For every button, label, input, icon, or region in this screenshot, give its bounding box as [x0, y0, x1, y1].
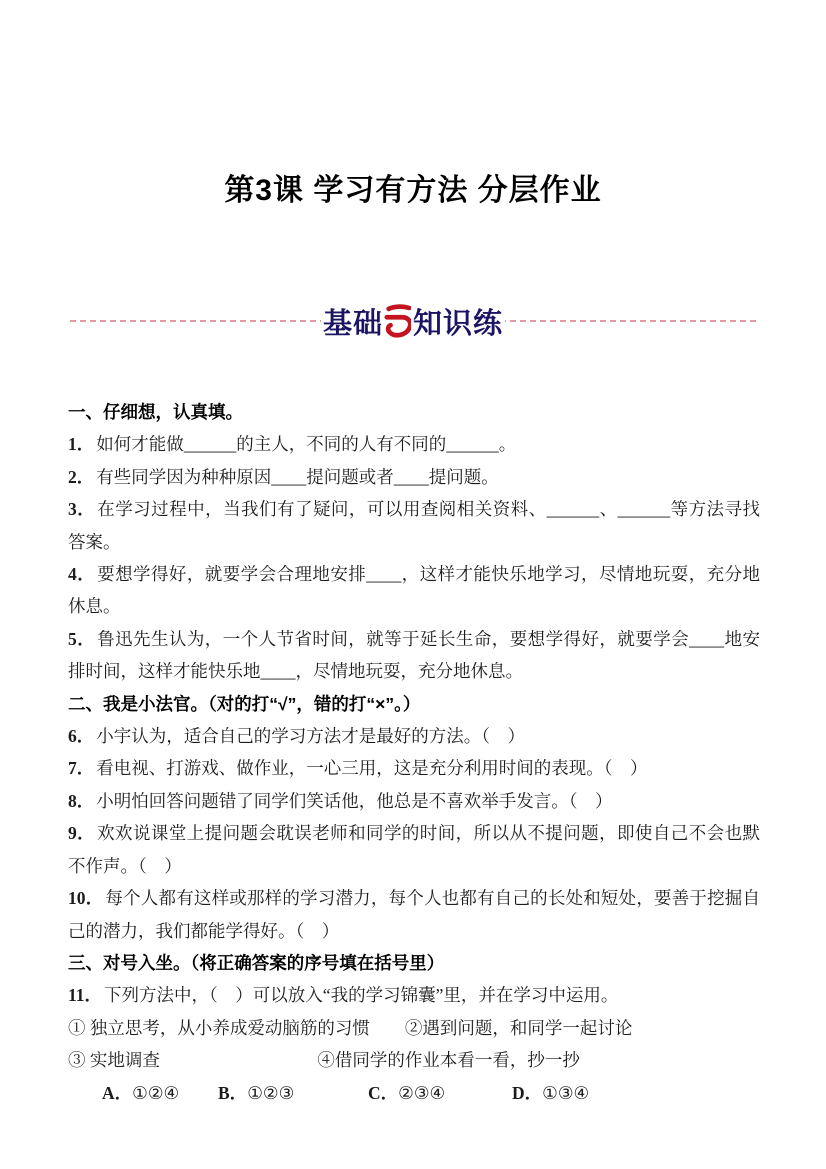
choice-c-letter: C．: [368, 1082, 399, 1103]
question-3: [68, 493, 760, 558]
question-6: [68, 720, 760, 752]
question-11-options-line-2: ③ 实地调查 ④借同学的作业本看一看，抄一抄: [68, 1050, 580, 1071]
question-1-text: 如何才能做______的主人，不同的人有不同的______。: [96, 434, 517, 455]
question-4-number: 4．: [68, 564, 96, 585]
question-5: [68, 623, 760, 688]
question-8: [68, 785, 760, 817]
question-11: [68, 979, 760, 1011]
section-banner: [0, 298, 826, 344]
question-11-number: 11．: [68, 985, 103, 1006]
question-8-text: 小明怕回答问题错了同学们笑话他，他总是不喜欢举手发言。（ ）: [96, 790, 613, 811]
question-6-text: 小宇认为，适合自己的学习方法才是最好的方法。（ ）: [96, 726, 525, 747]
section-3-heading: 三、对号入坐。（将正确答案的序号填在括号里）: [68, 952, 445, 973]
question-9: [68, 817, 760, 882]
question-10-number: 10．: [68, 888, 104, 909]
question-2: [68, 461, 760, 493]
section-2-heading: 二、我是小法官。（对的打“√”，错的打“×”。）: [68, 693, 421, 714]
question-9-number: 9．: [68, 823, 96, 844]
choice-b-numbers: ①②③: [247, 1082, 295, 1103]
section-1-heading: 一、仔细想，认真填。: [68, 402, 243, 422]
choice-c: [368, 1077, 512, 1109]
choice-a: [102, 1077, 218, 1109]
answer-choices-row: [68, 1077, 760, 1109]
choice-b: [218, 1077, 368, 1109]
question-5-number: 5．: [68, 628, 96, 649]
swirl-icon: [384, 301, 412, 341]
choice-d-letter: D．: [512, 1082, 543, 1103]
question-1: [68, 428, 760, 460]
question-7: [68, 752, 760, 784]
banner-right-text: 知识练: [411, 301, 505, 342]
choice-d-numbers: ①③④: [542, 1082, 590, 1103]
question-10: [68, 882, 760, 947]
page-title: 第3课 学习有方法 分层作业: [224, 174, 602, 207]
worksheet-content: [68, 396, 760, 1109]
question-2-text: 有些同学因为种种原因____提问题或者____提问题。: [96, 466, 499, 487]
question-2-number: 2．: [68, 466, 95, 487]
question-6-number: 6．: [68, 726, 95, 747]
choice-a-letter: A．: [102, 1082, 133, 1103]
question-7-number: 7．: [68, 758, 95, 779]
question-10-text: 每个人都有这样或那样的学习潜力，每个人也都有自己的长处和短处，要善于挖掘自己的潜力，我们都能学得好。（ ）: [68, 888, 761, 941]
question-3-text: 在学习过程中，当我们有了疑问，可以用查阅相关资料、______、______等方法寻找答案。: [68, 499, 761, 552]
question-11-options-line-1: ① 独立思考，从小养成爱动脑筋的习惯 ②遇到问题，和同学一起讨论: [68, 1017, 633, 1038]
choice-c-numbers: ②③④: [398, 1082, 446, 1103]
banner-left-text: 基础: [321, 301, 385, 342]
question-3-number: 3．: [68, 499, 96, 520]
question-7-text: 看电视、打游戏、做作业，一心三用，这是充分利用时间的表现。（ ）: [96, 758, 648, 779]
choice-a-numbers: ①②④: [132, 1082, 180, 1103]
question-5-text: 鲁迅先生认为，一个人节省时间，就等于延长生命，要想学得好，就要学会____地安排时间，这样才能快乐地____，尽情地玩耍，充分地休息。: [68, 628, 761, 682]
choice-b-letter: B．: [218, 1082, 248, 1103]
question-8-number: 8．: [68, 790, 95, 811]
question-9-text: 欢欢说课堂上提问题会耽误老师和同学的时间，所以从不提问题，即使自己不会也默不作声。（ ）: [68, 823, 761, 876]
banner-text: [0, 298, 826, 344]
choice-d: [512, 1077, 589, 1109]
question-11-text: 下列方法中，（ ）可以放入“我的学习锦囊”里，并在学习中运用。: [104, 985, 619, 1006]
question-1-number: 1．: [68, 434, 95, 455]
question-4-text: 要想学得好，就要学会合理地安排____，这样才能快乐地学习，尽情地玩耍，充分地休息。: [68, 564, 761, 617]
question-4: [68, 558, 760, 623]
